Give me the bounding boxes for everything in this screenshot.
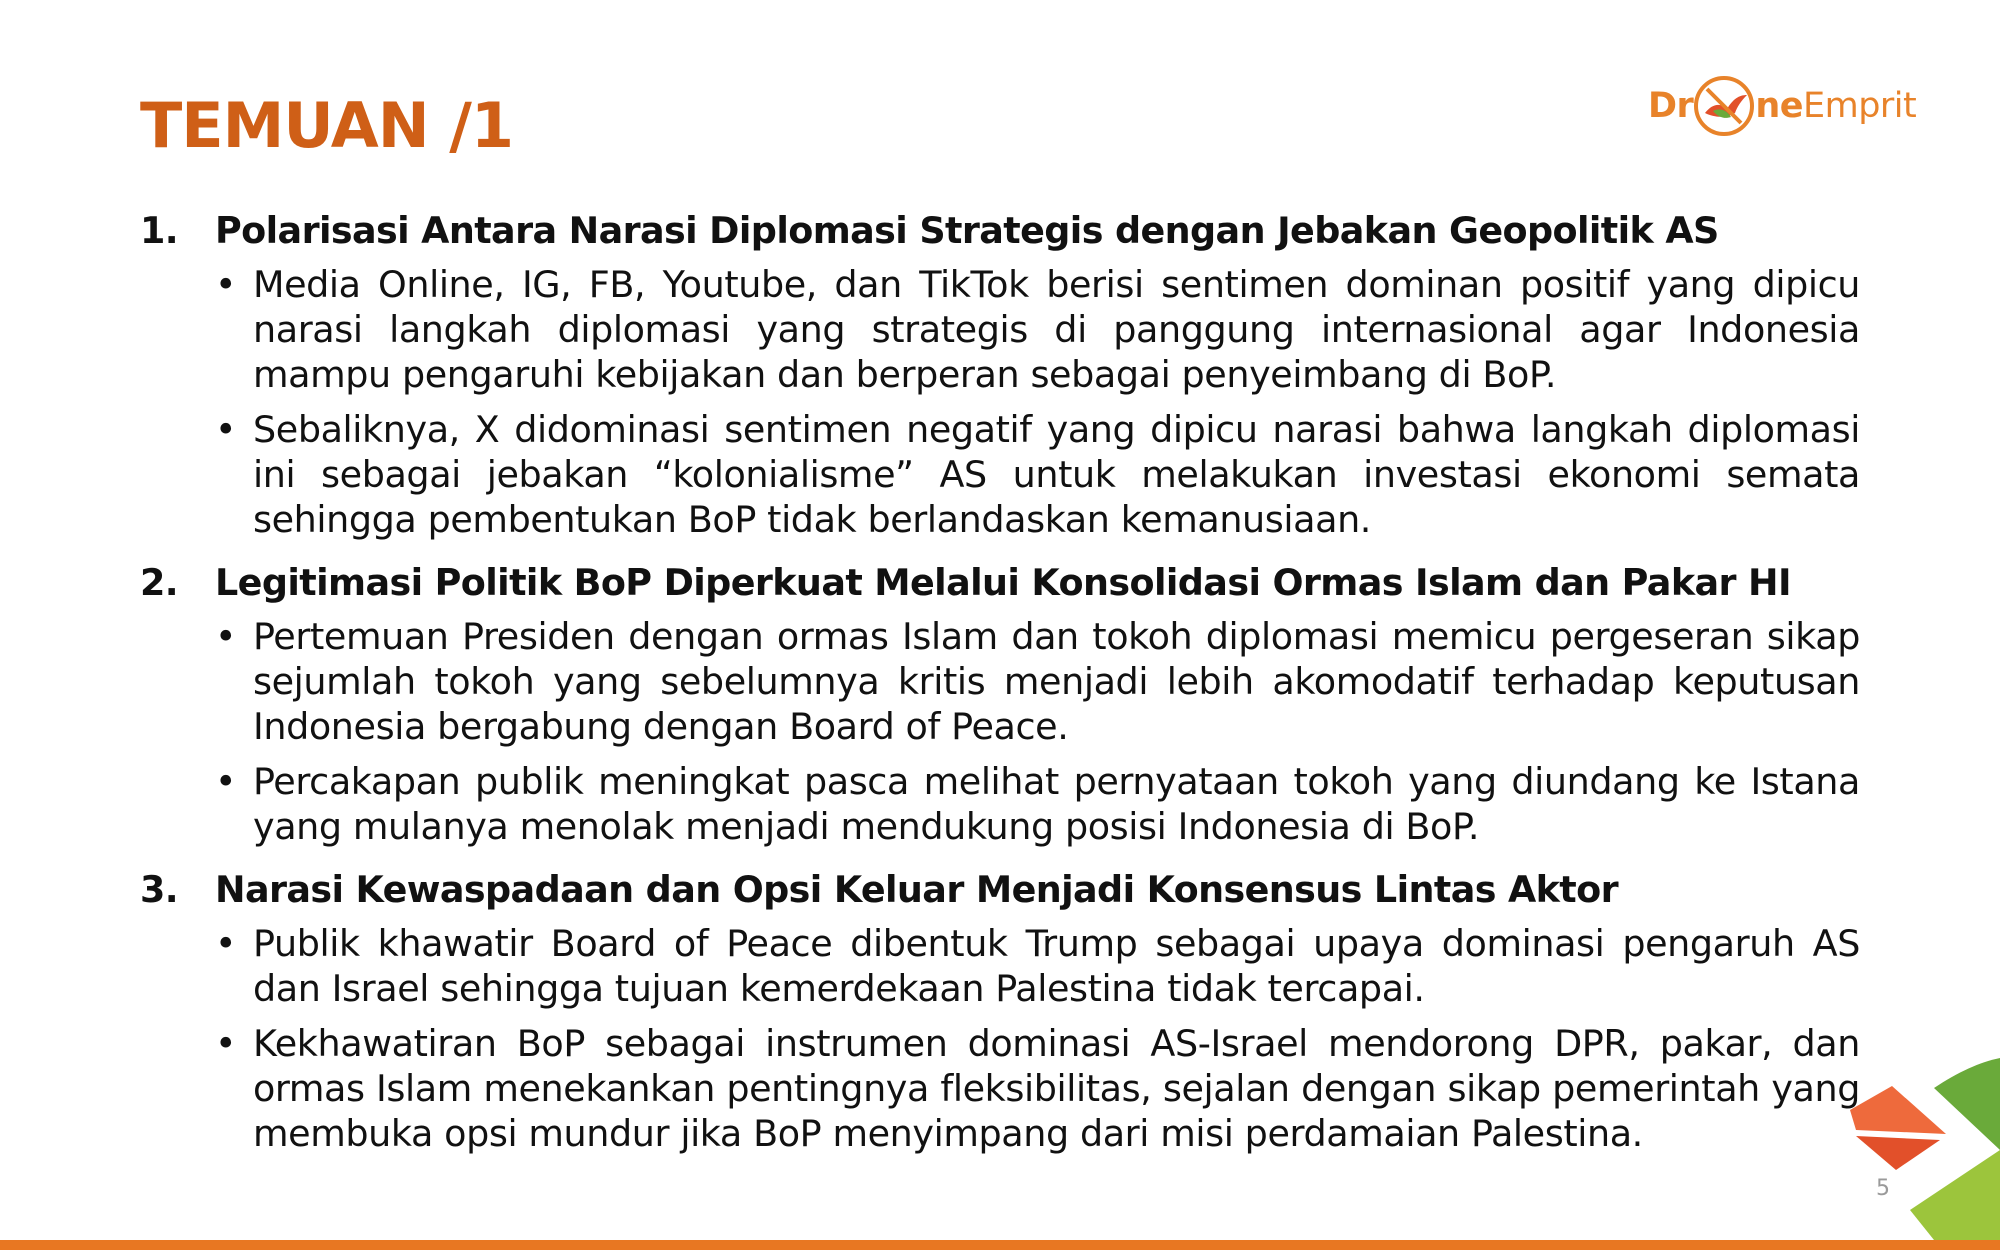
corner-leaf-decoration xyxy=(1850,1050,2000,1250)
list-item xyxy=(215,262,1860,397)
drone-bird-icon xyxy=(1691,73,1757,139)
list-item xyxy=(215,1021,1860,1156)
list-item xyxy=(215,921,1860,1011)
logo-text-ne: ne xyxy=(1755,86,1803,126)
bullet-icon: • xyxy=(215,615,237,658)
bullet-text: Sebaliknya, X didominasi sentimen negatif yang dipicu narasi bahwa langkah diplomasi ini sebagai jebakan “kolonialisme” AS untuk melakukan investasi ekonomi semata sehingga pembentukan BoP tidak berlandaskan kemanusiaan. xyxy=(253,408,1860,541)
finding-number: 1. xyxy=(140,209,179,252)
finding-number: 3. xyxy=(140,868,179,911)
drone-emprit-logo xyxy=(1648,72,1916,140)
finding-section-1 xyxy=(140,208,1860,542)
logo-text-emprit: Emprit xyxy=(1802,86,1917,126)
bullet-icon: • xyxy=(215,922,237,965)
bullet-text: Media Online, IG, FB, Youtube, dan TikTok berisi sentimen dominan positif yang dipicu narasi langkah diplomasi yang strategis di panggung internasional agar Indonesia mampu pengaruhi kebijakan dan berperan sebagai penyeimbang di BoP. xyxy=(253,263,1860,396)
page-number: 5 xyxy=(1876,1176,1890,1201)
finding-number: 2. xyxy=(140,561,179,604)
list-item xyxy=(215,759,1860,849)
bullet-icon: • xyxy=(215,760,237,803)
bullet-text: Kekhawatiran BoP sebagai instrumen dominasi AS-Israel mendorong DPR, pakar, dan ormas Islam menekankan pentingnya fleksibilitas, sejalan dengan sikap pemerintah yang membuka opsi mundur jika BoP menyimpang dari misi perdamaian Palestina. xyxy=(253,1022,1860,1155)
finding-bullets xyxy=(140,614,1860,849)
finding-heading-3 xyxy=(140,867,1860,913)
finding-section-2 xyxy=(140,560,1860,849)
bullet-text: Publik khawatir Board of Peace dibentuk Trump sebagai upaya dominasi pengaruh AS dan Israel sehingga tujuan kemerdekaan Palestina tidak tercapai. xyxy=(253,922,1860,1010)
finding-heading-2 xyxy=(140,560,1860,606)
finding-heading-text: Legitimasi Politik BoP Diperkuat Melalui Konsolidasi Ormas Islam dan Pakar HI xyxy=(215,561,1791,604)
finding-heading-text: Narasi Kewaspadaan dan Opsi Keluar Menjadi Konsensus Lintas Aktor xyxy=(215,868,1619,911)
logo-text-dr: Dr xyxy=(1648,86,1694,126)
bullet-icon: • xyxy=(215,408,237,451)
finding-bullets xyxy=(140,921,1860,1156)
bullet-icon: • xyxy=(215,1022,237,1065)
finding-heading-1 xyxy=(140,208,1860,254)
bullet-icon: • xyxy=(215,263,237,306)
finding-section-3 xyxy=(140,867,1860,1156)
bullet-text: Percakapan publik meningkat pasca melihat pernyataan tokoh yang diundang ke Istana yang mulanya menolak menjadi mendukung posisi Indonesia di BoP. xyxy=(253,760,1860,848)
finding-bullets xyxy=(140,262,1860,542)
slide-title: TEMUAN /1 xyxy=(140,89,514,162)
finding-heading-text: Polarisasi Antara Narasi Diplomasi Strategis dengan Jebakan Geopolitik AS xyxy=(215,209,1719,252)
findings-list xyxy=(140,208,1860,1174)
list-item xyxy=(215,407,1860,542)
list-item xyxy=(215,614,1860,749)
bullet-text: Pertemuan Presiden dengan ormas Islam dan tokoh diplomasi memicu pergeseran sikap sejumlah tokoh yang sebelumnya kritis menjadi lebih akomodatif terhadap keputusan Indonesia bergabung dengan Board of Peace. xyxy=(253,615,1860,748)
bottom-accent-bar xyxy=(0,1240,2000,1250)
